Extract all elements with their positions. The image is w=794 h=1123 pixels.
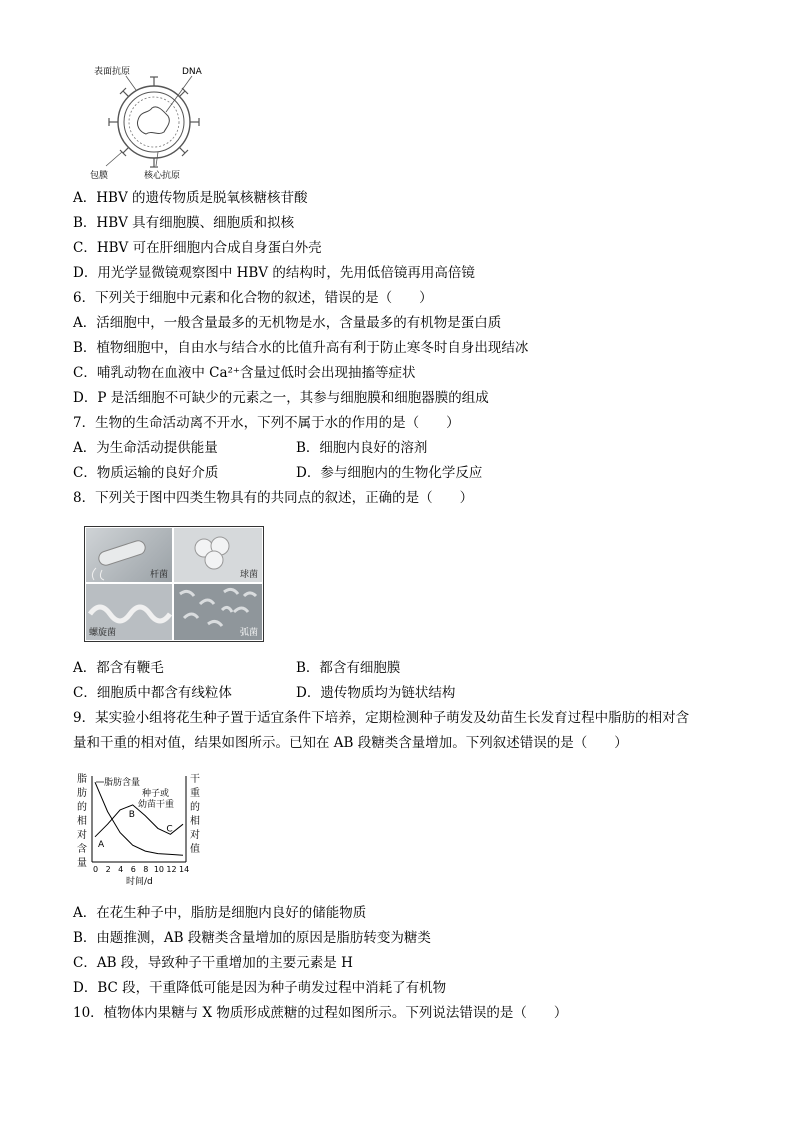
ylabelRight-char: 对 — [190, 830, 200, 841]
label-dna: DNA — [182, 67, 202, 77]
q10-stem: 10．植物体内果糖与 X 物质形成蔗糖的过程如图所示。下列说法错误的是（ ） — [73, 1005, 568, 1021]
bacteria-coccus-panel — [174, 528, 262, 582]
ylabelRight-char: 值 — [190, 844, 200, 855]
hbv-diagram — [86, 62, 226, 182]
label-core-antigen: 核心抗原 — [144, 171, 181, 181]
q6-option-b: B．植物细胞中，自由水与结合水的比值升高有利于防止寒冬时自身出现结冰 — [73, 340, 529, 356]
q9-stem-line1: 9．某实验小组将花生种子置于适宜条件下培养，定期检测种子萌发及幼苗生长发育过程中脂肪的相对含 — [73, 710, 690, 726]
q9-option-b: B．由题推测，AB 段糖类含量增加的原因是脂肪转变为糖类 — [73, 930, 431, 946]
q8-option-a: A．都含有鞭毛 — [73, 660, 164, 676]
q6-option-a: A．活细胞中，一般含量最多的无机物是水，含量最多的有机物是蛋白质 — [73, 315, 502, 331]
q5-option-d: D．用光学显微镜观察图中 HBV 的结构时，先用低倍镜再用高倍镜 — [73, 265, 475, 281]
x-tick-2: 2 — [105, 865, 111, 874]
ylabelRight-char: 干 — [190, 774, 200, 785]
q5-option-c: C．HBV 可在肝细胞内合成自身蛋白外壳 — [73, 240, 322, 256]
x-tick-12: 12 — [166, 865, 177, 874]
q9-stem-line2: 量和干重的相对值，结果如图所示。已知在 AB 段糖类含量增加。下列叙述错误的是（ ） — [73, 735, 628, 751]
x-ticks — [93, 865, 189, 874]
ylabelLeft-char: 的 — [77, 802, 87, 813]
label-envelope: 包膜 — [90, 171, 109, 181]
label-vibrio: 弧菌 — [239, 628, 258, 638]
q5-option-b: B．HBV 具有细胞膜、细胞质和拟核 — [73, 215, 295, 231]
q5-option-a: A．HBV 的遗传物质是脱氧核糖核苷酸 — [73, 190, 308, 206]
q9-option-c: C．AB 段，导致种子干重增加的主要元素是 H — [73, 955, 353, 971]
x-tick-4: 4 — [118, 865, 124, 874]
q6-stem: 6．下列关于细胞中元素和化合物的叙述，错误的是（ ） — [73, 290, 433, 306]
label-surface-antigen: 表面抗原 — [94, 67, 131, 77]
q8-stem: 8．下列关于图中四类生物具有的共同点的叙述，正确的是（ ） — [73, 490, 474, 506]
ylabelLeft-char: 含 — [77, 844, 87, 855]
q7-stem: 7．生物的生命活动离不开水，下列不属于水的作用的是（ ） — [73, 415, 460, 431]
label-coccus: 球菌 — [239, 570, 258, 580]
q7-option-d: D．参与细胞内的生物化学反应 — [296, 465, 483, 481]
ylabelLeft-char: 量 — [77, 858, 87, 869]
point-label-b: B — [128, 809, 135, 820]
ylabelRight-char: 的 — [190, 802, 200, 813]
x-tick-0: 0 — [93, 865, 99, 874]
point-label-c: C — [166, 824, 173, 835]
y-label-right — [190, 773, 200, 855]
q8-option-b: B．都含有细胞膜 — [296, 660, 401, 676]
q8-option-c: C．细胞质中都含有线粒体 — [73, 685, 232, 701]
q9-chart — [74, 766, 208, 890]
q7-option-b: B．细胞内良好的溶剂 — [296, 440, 428, 456]
point-label-a: A — [98, 839, 105, 850]
q6-option-d: D．P 是活细胞不可缺少的元素之一，其参与细胞膜和细胞器膜的组成 — [73, 390, 489, 406]
x-tick-8: 8 — [143, 865, 149, 874]
x-tick-6: 6 — [130, 865, 136, 874]
legend-fat: 脂肪含量 — [104, 778, 141, 788]
ylabelRight-char: 重 — [190, 788, 200, 799]
series-fat-line — [95, 782, 183, 855]
x-axis-label: 时间/d — [126, 877, 153, 887]
ylabelLeft-char: 相 — [77, 816, 87, 827]
q7-option-a: A．为生命活动提供能量 — [73, 440, 218, 456]
q6-option-c: C．哺乳动物在血液中 Ca²⁺含量过低时会出现抽搐等症状 — [73, 365, 416, 381]
ylabelLeft-char: 对 — [77, 830, 87, 841]
bacteria-spirillum-panel — [86, 584, 172, 640]
label-spirillum: 螺旋菌 — [89, 628, 117, 638]
q8-option-d: D．遗传物质均为链状结构 — [296, 685, 456, 701]
bacteria-vibrio-panel — [174, 584, 262, 640]
x-tick-14: 14 — [179, 865, 190, 874]
hbv-virus-figure — [86, 62, 226, 182]
ylabelLeft-char: 脂 — [77, 774, 87, 785]
q9-option-a: A．在花生种子中，脂肪是细胞内良好的储能物质 — [73, 905, 367, 921]
legend-dry-2: 幼苗干重 — [138, 800, 175, 810]
legend-dry-1: 种子或 — [142, 789, 170, 799]
bacteria-rod-panel — [86, 528, 172, 582]
x-tick-10: 10 — [153, 865, 165, 874]
bacteria-figure — [84, 526, 264, 642]
ylabelLeft-char: 肪 — [77, 788, 87, 799]
ylabelRight-char: 相 — [190, 816, 200, 827]
q7-option-c: C．物质运输的良好介质 — [73, 465, 219, 481]
q9-option-d: D．BC 段，干重降低可能是因为种子萌发过程中消耗了有机物 — [73, 980, 447, 996]
label-rod: 杆菌 — [149, 570, 168, 580]
y-label-left — [77, 772, 87, 869]
q9-chart-svg — [74, 766, 208, 890]
